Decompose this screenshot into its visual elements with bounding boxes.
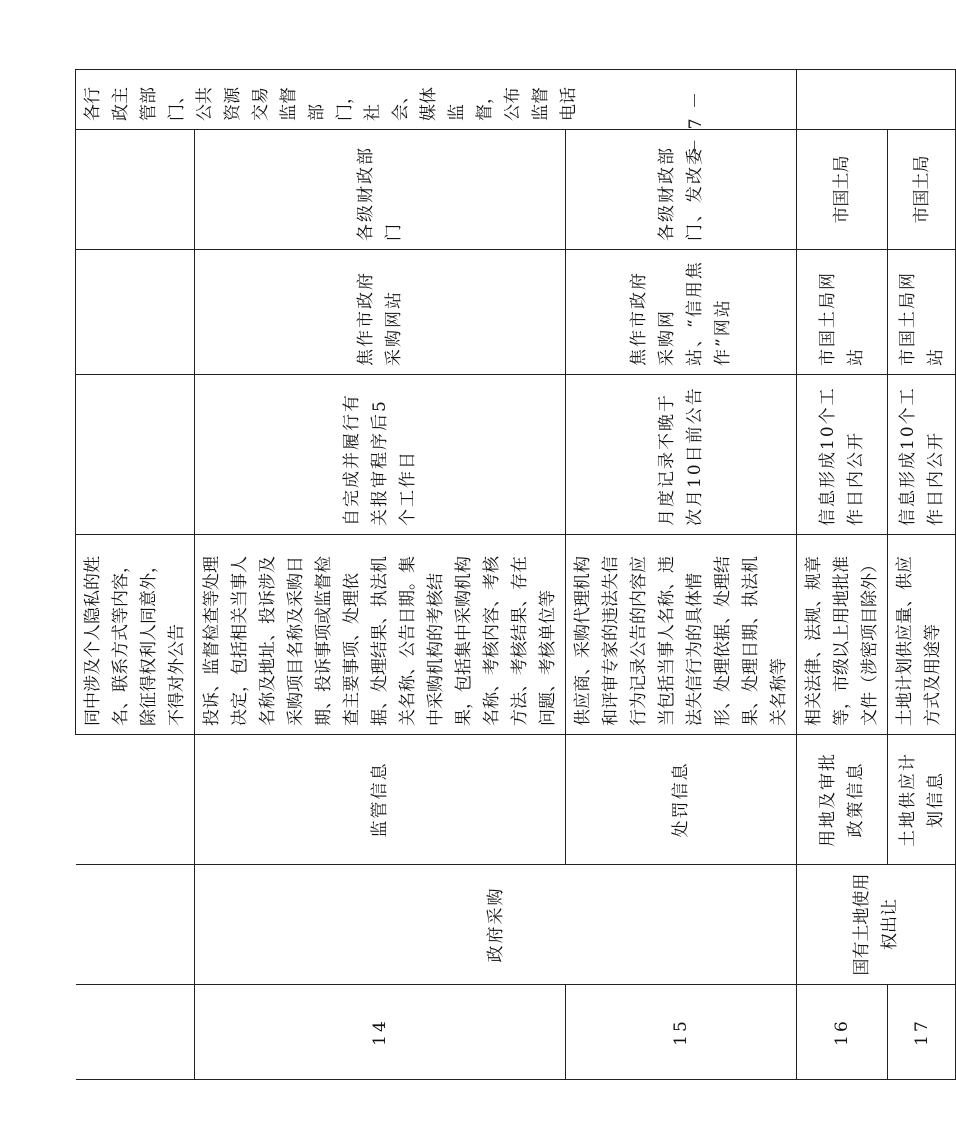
content-cell: 土地计划供应量、供应方式及用途等 (888, 535, 956, 735)
time-limit-cell: 月度记录不晚于次月10日前公告 (566, 375, 797, 535)
content-cell: 供应商、采购代理机构和评审专家的违法失信行为记录公告的内容应当包括当事人名称、违法失信行为的具体情形、处理依据、处理结果、处理日期、执法机关名称等 (566, 535, 797, 735)
info-type-cell (76, 735, 195, 865)
page-number: － 7 － (686, 90, 706, 156)
content-cell: 投诉、监督检查等处理决定，包括相关当事人名称及地址、投诉涉及采购项目名称及采购日期、投诉事项或监督检查主要事项、处理依据、处理结果、执法机关名称、公告日期。集中采购机构的考核结果，包括集中采购机构名称、考核内容、考核方法、考核结果、存在问题、考核单位等 (195, 535, 566, 735)
time-limit-cell: 信息形成10个工作日内公开 (797, 375, 888, 535)
content-cell: 同中涉及个人隐私的姓名、联系方式等内容，除征得权利人同意外，不得对外公告 (76, 535, 195, 735)
content-cell: 相关法律、法规、规章等，市级以上用地批准文件（涉密项目除外） (797, 535, 888, 735)
rotated-page (75, 70, 946, 1080)
channel-cell: 市国土局网站 (888, 250, 956, 375)
responsible-cell: 市国土局 (888, 130, 956, 250)
channel-cell (76, 250, 195, 375)
row-number: 16 (797, 985, 888, 1080)
info-type-cell: 监管信息 (195, 735, 566, 865)
table-row-14 (195, 70, 566, 1080)
responsible-cell (76, 130, 195, 250)
time-limit-cell (76, 375, 195, 535)
category-cell (76, 865, 195, 985)
category-cell: 国有土地使用权出让 (797, 865, 956, 985)
info-type-cell: 土地供应计划信息 (888, 735, 956, 865)
row-number: 17 (888, 985, 956, 1080)
supervision-cell-empty (797, 70, 956, 130)
row-number (76, 985, 195, 1080)
info-type-cell: 处罚信息 (566, 735, 797, 865)
channel-cell: 市国土局网站 (797, 250, 888, 375)
responsible-cell: 各级财政部门 (195, 130, 566, 250)
time-limit-cell: 自完成并履行有关报审程序后5个工作日 (195, 375, 566, 535)
row-number: 14 (195, 985, 566, 1080)
supervision-cell: 各行政主管部门、公共资源交易监督部门，社会、媒体监督，公布监督电话 (76, 70, 797, 130)
disclosure-table (75, 69, 956, 1080)
row-number: 15 (566, 985, 797, 1080)
channel-cell: 焦作市政府采购网站 (195, 250, 566, 375)
responsible-cell: 市国土局 (797, 130, 888, 250)
channel-cell: 焦作市政府采购网站、“信用焦作”网站 (566, 250, 797, 375)
info-type-cell: 用地及审批政策信息 (797, 735, 888, 865)
table-row-16 (797, 70, 888, 1080)
responsible-cell: 各级财政部门、发改委 (566, 130, 797, 250)
time-limit-cell: 信息形成10个工作日内公开 (888, 375, 956, 535)
category-cell: 政府采购 (195, 865, 797, 985)
table-row-continuation (76, 70, 195, 1080)
